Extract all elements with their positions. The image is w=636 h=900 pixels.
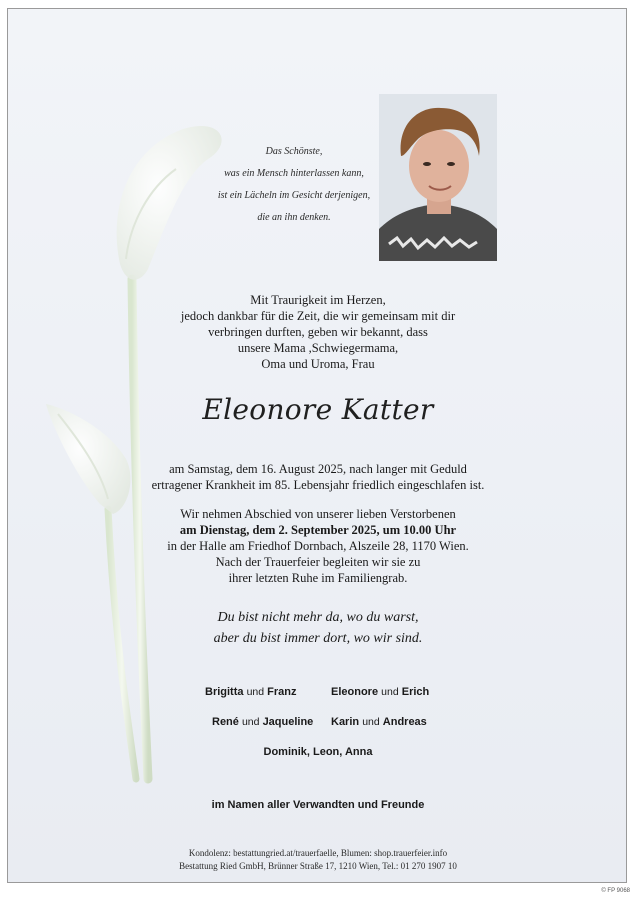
quote-line: was ein Mensch hinterlassen kann, — [224, 168, 364, 179]
death-notice-line: am Samstag, dem 16. August 2025, nach langer mit Geduld — [169, 462, 467, 476]
conjunction: und — [246, 686, 265, 698]
mourner-pair — [331, 716, 427, 728]
conjunction: und — [381, 686, 399, 698]
mourner-name: René — [212, 716, 239, 728]
conjunction: und — [362, 716, 380, 728]
intro-line: jedoch dankbar für die Zeit, die wir gemeinsam mit dir — [180, 309, 456, 323]
print-code: © FP 9068 — [601, 888, 630, 894]
death-notice — [108, 461, 528, 493]
intro-line: Mit Traurigkeit im Herzen, — [250, 293, 386, 307]
parte-card — [7, 8, 627, 883]
conjunction: und — [241, 716, 260, 728]
mourner-name: Brigitta — [205, 686, 244, 698]
portrait-photo — [379, 94, 497, 261]
funeral-line: Wir nehmen Abschied von unserer lieben Verstorbenen — [180, 507, 456, 521]
funeral-line: Nach der Trauerfeier begleiten wir sie zu — [215, 555, 421, 569]
footer-info — [8, 847, 627, 873]
mourner-name: Karin — [331, 716, 360, 728]
intro-line: unsere Mama ,Schwiegermama, — [237, 341, 399, 355]
condolence-links: Kondolenz: bestattungried.at/trauerfaelle, Blumen: shop.trauerfeier.info — [188, 848, 448, 858]
quote-line: ist ein Lächeln im Gesicht derjenigen, — [217, 190, 371, 201]
farewell-line: aber du bist immer dort, wo wir sind. — [213, 631, 423, 646]
deceased-name: Eleonore Katter — [202, 393, 434, 426]
mourner-name: Erich — [401, 686, 430, 698]
intro-text — [128, 292, 508, 372]
mourner-name: Eleonore — [331, 686, 379, 698]
quote-line: Das Schönste, — [265, 146, 323, 157]
mourner-pair — [331, 686, 429, 698]
mourner-pair — [212, 716, 313, 728]
farewell-line: Du bist nicht mehr da, wo du warst, — [217, 610, 419, 625]
funeral-date: am Dienstag, dem 2. September 2025, um 10.00 Uhr — [179, 523, 457, 537]
grandchildren-names: Dominik, Leon, Anna — [263, 746, 373, 758]
funeral-line: ihrer letzten Ruhe im Familiengrab. — [228, 571, 408, 585]
opening-quote — [208, 141, 380, 229]
quote-line: die an ihn denken. — [257, 212, 331, 223]
intro-line: Oma und Uroma, Frau — [261, 357, 375, 371]
mourner-name: Franz — [267, 686, 297, 698]
funeral-home-address: Bestattung Ried GmbH, Brünner Straße 17, 1210 Wien, Tel.: 01 270 1907 10 — [179, 861, 457, 871]
death-notice-line: ertragener Krankheit im 85. Lebensjahr friedlich eingeschlafen ist. — [151, 478, 485, 492]
funeral-location: in der Halle am Friedhof Dornbach, Alszeile 28, 1170 Wien. — [167, 539, 469, 553]
farewell-verse — [118, 607, 518, 649]
funeral-details — [108, 506, 528, 586]
intro-line: verbringen durften, geben wir bekannt, dass — [208, 325, 428, 339]
closing-line: im Namen aller Verwandten und Freunde — [211, 799, 425, 811]
mourner-name: Andreas — [382, 716, 427, 728]
mourner-pair — [205, 686, 297, 698]
mourner-name: Jaqueline — [262, 716, 314, 728]
